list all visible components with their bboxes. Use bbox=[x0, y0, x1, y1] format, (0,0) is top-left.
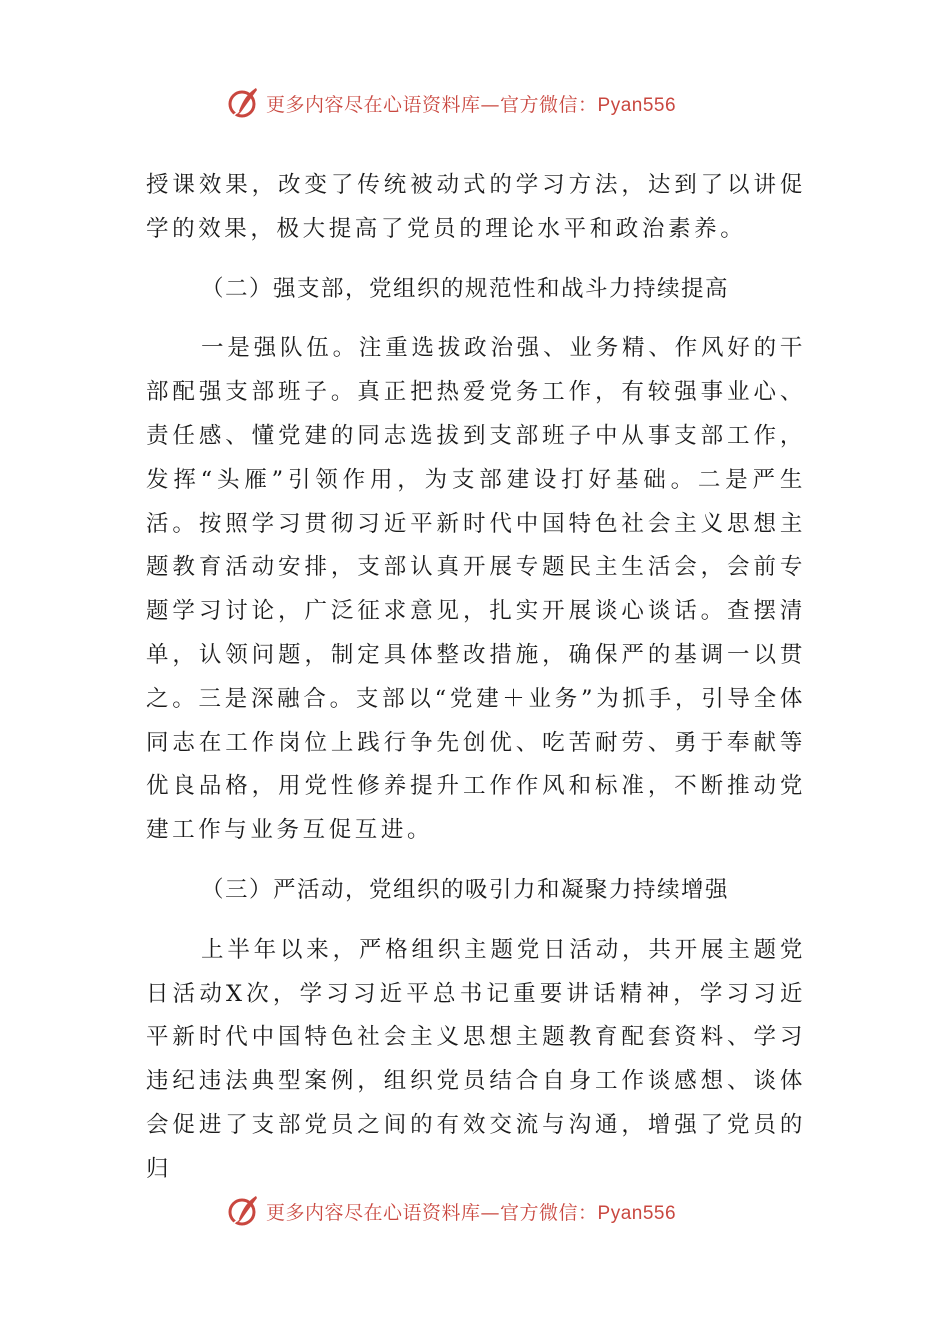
paragraph-3: 上半年以来，严格组织主题党日活动，共开展主题党日活动X次，学习习近平总书记重要讲话精神，学习习近平新时代中国特色社会主义思想主题教育配套资料、学习违纪违法典型案例，组织党员结合自身工作谈感想、谈体会促进了支部党员之间的有效交流与沟通，增强了党员的归 bbox=[146, 936, 806, 1182]
footer-watermark-banner bbox=[226, 1193, 676, 1229]
quill-pen-logo-icon bbox=[226, 1193, 262, 1229]
header-watermark-banner bbox=[226, 85, 676, 121]
quill-pen-logo-icon bbox=[226, 85, 262, 121]
paragraph-1: 授课效果，改变了传统被动式的学习方法，达到了以讲促学的效果，极大提高了党员的理论水平和政治素养。 bbox=[146, 172, 806, 242]
paragraph-2: 一是强队伍。注重选拔政治强、业务精、作风好的干部配强支部班子。真正把热爱党务工作，有较强事业心、责任感、懂党建的同志选拔到支部班子中从事支部工作，发挥“头雁”引领作用，为支部建设打好基础。二是严生活。按照学习贯彻习近平新时代中国特色社会主义思想主题教育活动安排，支部认真开展专题民主生活会，会前专题学习讨论，广泛征求意见，扎实开展谈心谈话。查摆清单，认领问题，制定具体整改措施，确保严的基调一以贯之。三是深融合。支部以“党建＋业务”为抓手，引导全体同志在工作岗位上践行争先创优、吃苦耐劳、勇于奉献等优良品格，用党性修养提升工作作风和标准，不断推动党建工作与业务互促互进。 bbox=[146, 335, 806, 844]
banner-text: 更多内容尽在心语资料库—官方微信：Pyan556 bbox=[266, 1201, 677, 1224]
wechat-id: Pyan556 bbox=[597, 94, 677, 116]
section-heading-3: （三）严活动，党组织的吸引力和凝聚力持续增强 bbox=[201, 876, 730, 903]
document-body bbox=[146, 164, 806, 1192]
banner-text: 更多内容尽在心语资料库—官方微信：Pyan556 bbox=[266, 93, 677, 116]
wechat-id: Pyan556 bbox=[597, 1202, 677, 1224]
section-heading-2: （二）强支部，党组织的规范性和战斗力持续提高 bbox=[201, 275, 730, 302]
